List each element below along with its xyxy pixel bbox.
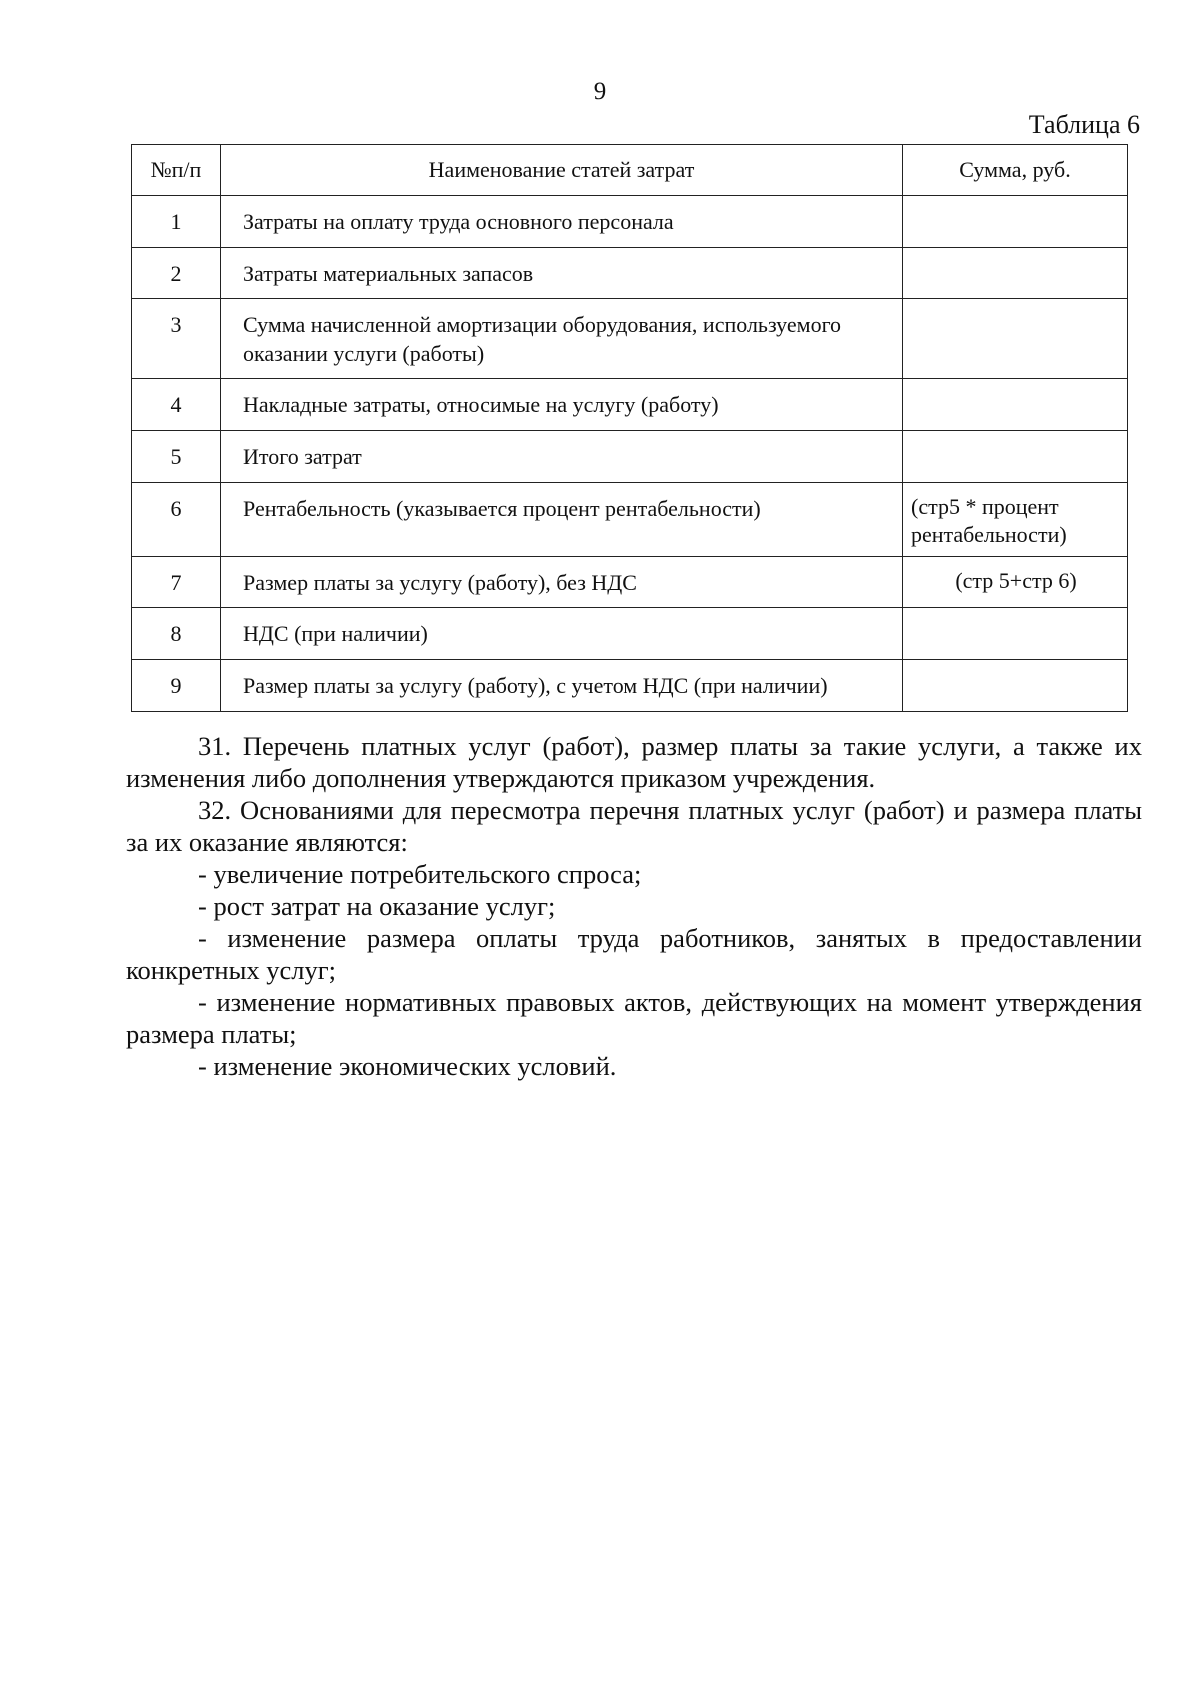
- row-name: Затраты материальных запасов: [221, 247, 903, 299]
- row-num: 1: [132, 196, 221, 248]
- row-sum: [903, 247, 1128, 299]
- list-item: - изменение нормативных правовых актов, действующих на момент утверждения размера платы;: [126, 987, 1142, 1049]
- row-sum: (стр5 * процент рентабельности): [903, 482, 1128, 556]
- row-num: 2: [132, 247, 221, 299]
- cost-table: [131, 144, 1128, 712]
- row-sum: (стр 5+стр 6): [903, 556, 1128, 608]
- header-name: Наименование статей затрат: [221, 145, 903, 196]
- row-num: 3: [132, 299, 221, 379]
- row-num: 8: [132, 608, 221, 660]
- row-num: 9: [132, 659, 221, 711]
- row-name: НДС (при наличии): [221, 608, 903, 660]
- row-num: 6: [132, 482, 221, 556]
- row-name: Затраты на оплату труда основного персонала: [221, 196, 903, 248]
- header-num: №п/п: [132, 145, 221, 196]
- row-num: 4: [132, 379, 221, 431]
- row-num: 5: [132, 430, 221, 482]
- table-row: [132, 247, 1128, 299]
- header-sum: Сумма, руб.: [903, 145, 1128, 196]
- row-name: Рентабельность (указывается процент рентабельности): [221, 482, 903, 556]
- table-header-row: [132, 145, 1128, 196]
- row-sum: [903, 196, 1128, 248]
- row-name: Итого затрат: [221, 430, 903, 482]
- paragraph-32: 32. Основаниями для пересмотра перечня платных услуг (работ) и размера платы за их оказание являются:: [126, 795, 1142, 857]
- table-row: [132, 379, 1128, 431]
- row-name: Размер платы за услугу (работу), без НДС: [221, 556, 903, 608]
- table-row: [132, 299, 1128, 379]
- table-row: [132, 659, 1128, 711]
- row-num: 7: [132, 556, 221, 608]
- list-item: - изменение размера оплаты труда работников, занятых в предоставлении конкретных услуг;: [126, 923, 1142, 985]
- table-row: [132, 196, 1128, 248]
- row-sum: [903, 299, 1128, 379]
- page-number: 9: [593, 78, 607, 105]
- row-sum: [903, 379, 1128, 431]
- table-row: [132, 556, 1128, 608]
- table-row: [132, 482, 1128, 556]
- body-text: [126, 730, 1142, 1082]
- row-sum: [903, 608, 1128, 660]
- row-name: Сумма начисленной амортизации оборудования, используемого оказании услуги (работы): [221, 299, 903, 379]
- table-caption: Таблица 6: [1028, 110, 1140, 139]
- table-row: [132, 608, 1128, 660]
- paragraph-31: 31. Перечень платных услуг (работ), размер платы за такие услуги, а также их изменения либо дополнения утверждаются приказом учреждения.: [126, 731, 1142, 793]
- list-item: - увеличение потребительского спроса;: [198, 859, 642, 889]
- list-item: - изменение экономических условий.: [198, 1051, 617, 1081]
- table-row: [132, 430, 1128, 482]
- row-name: Накладные затраты, относимые на услугу (работу): [221, 379, 903, 431]
- list-item: - рост затрат на оказание услуг;: [198, 891, 556, 921]
- row-sum: [903, 430, 1128, 482]
- row-name: Размер платы за услугу (работу), с учетом НДС (при наличии): [221, 659, 903, 711]
- row-sum: [903, 659, 1128, 711]
